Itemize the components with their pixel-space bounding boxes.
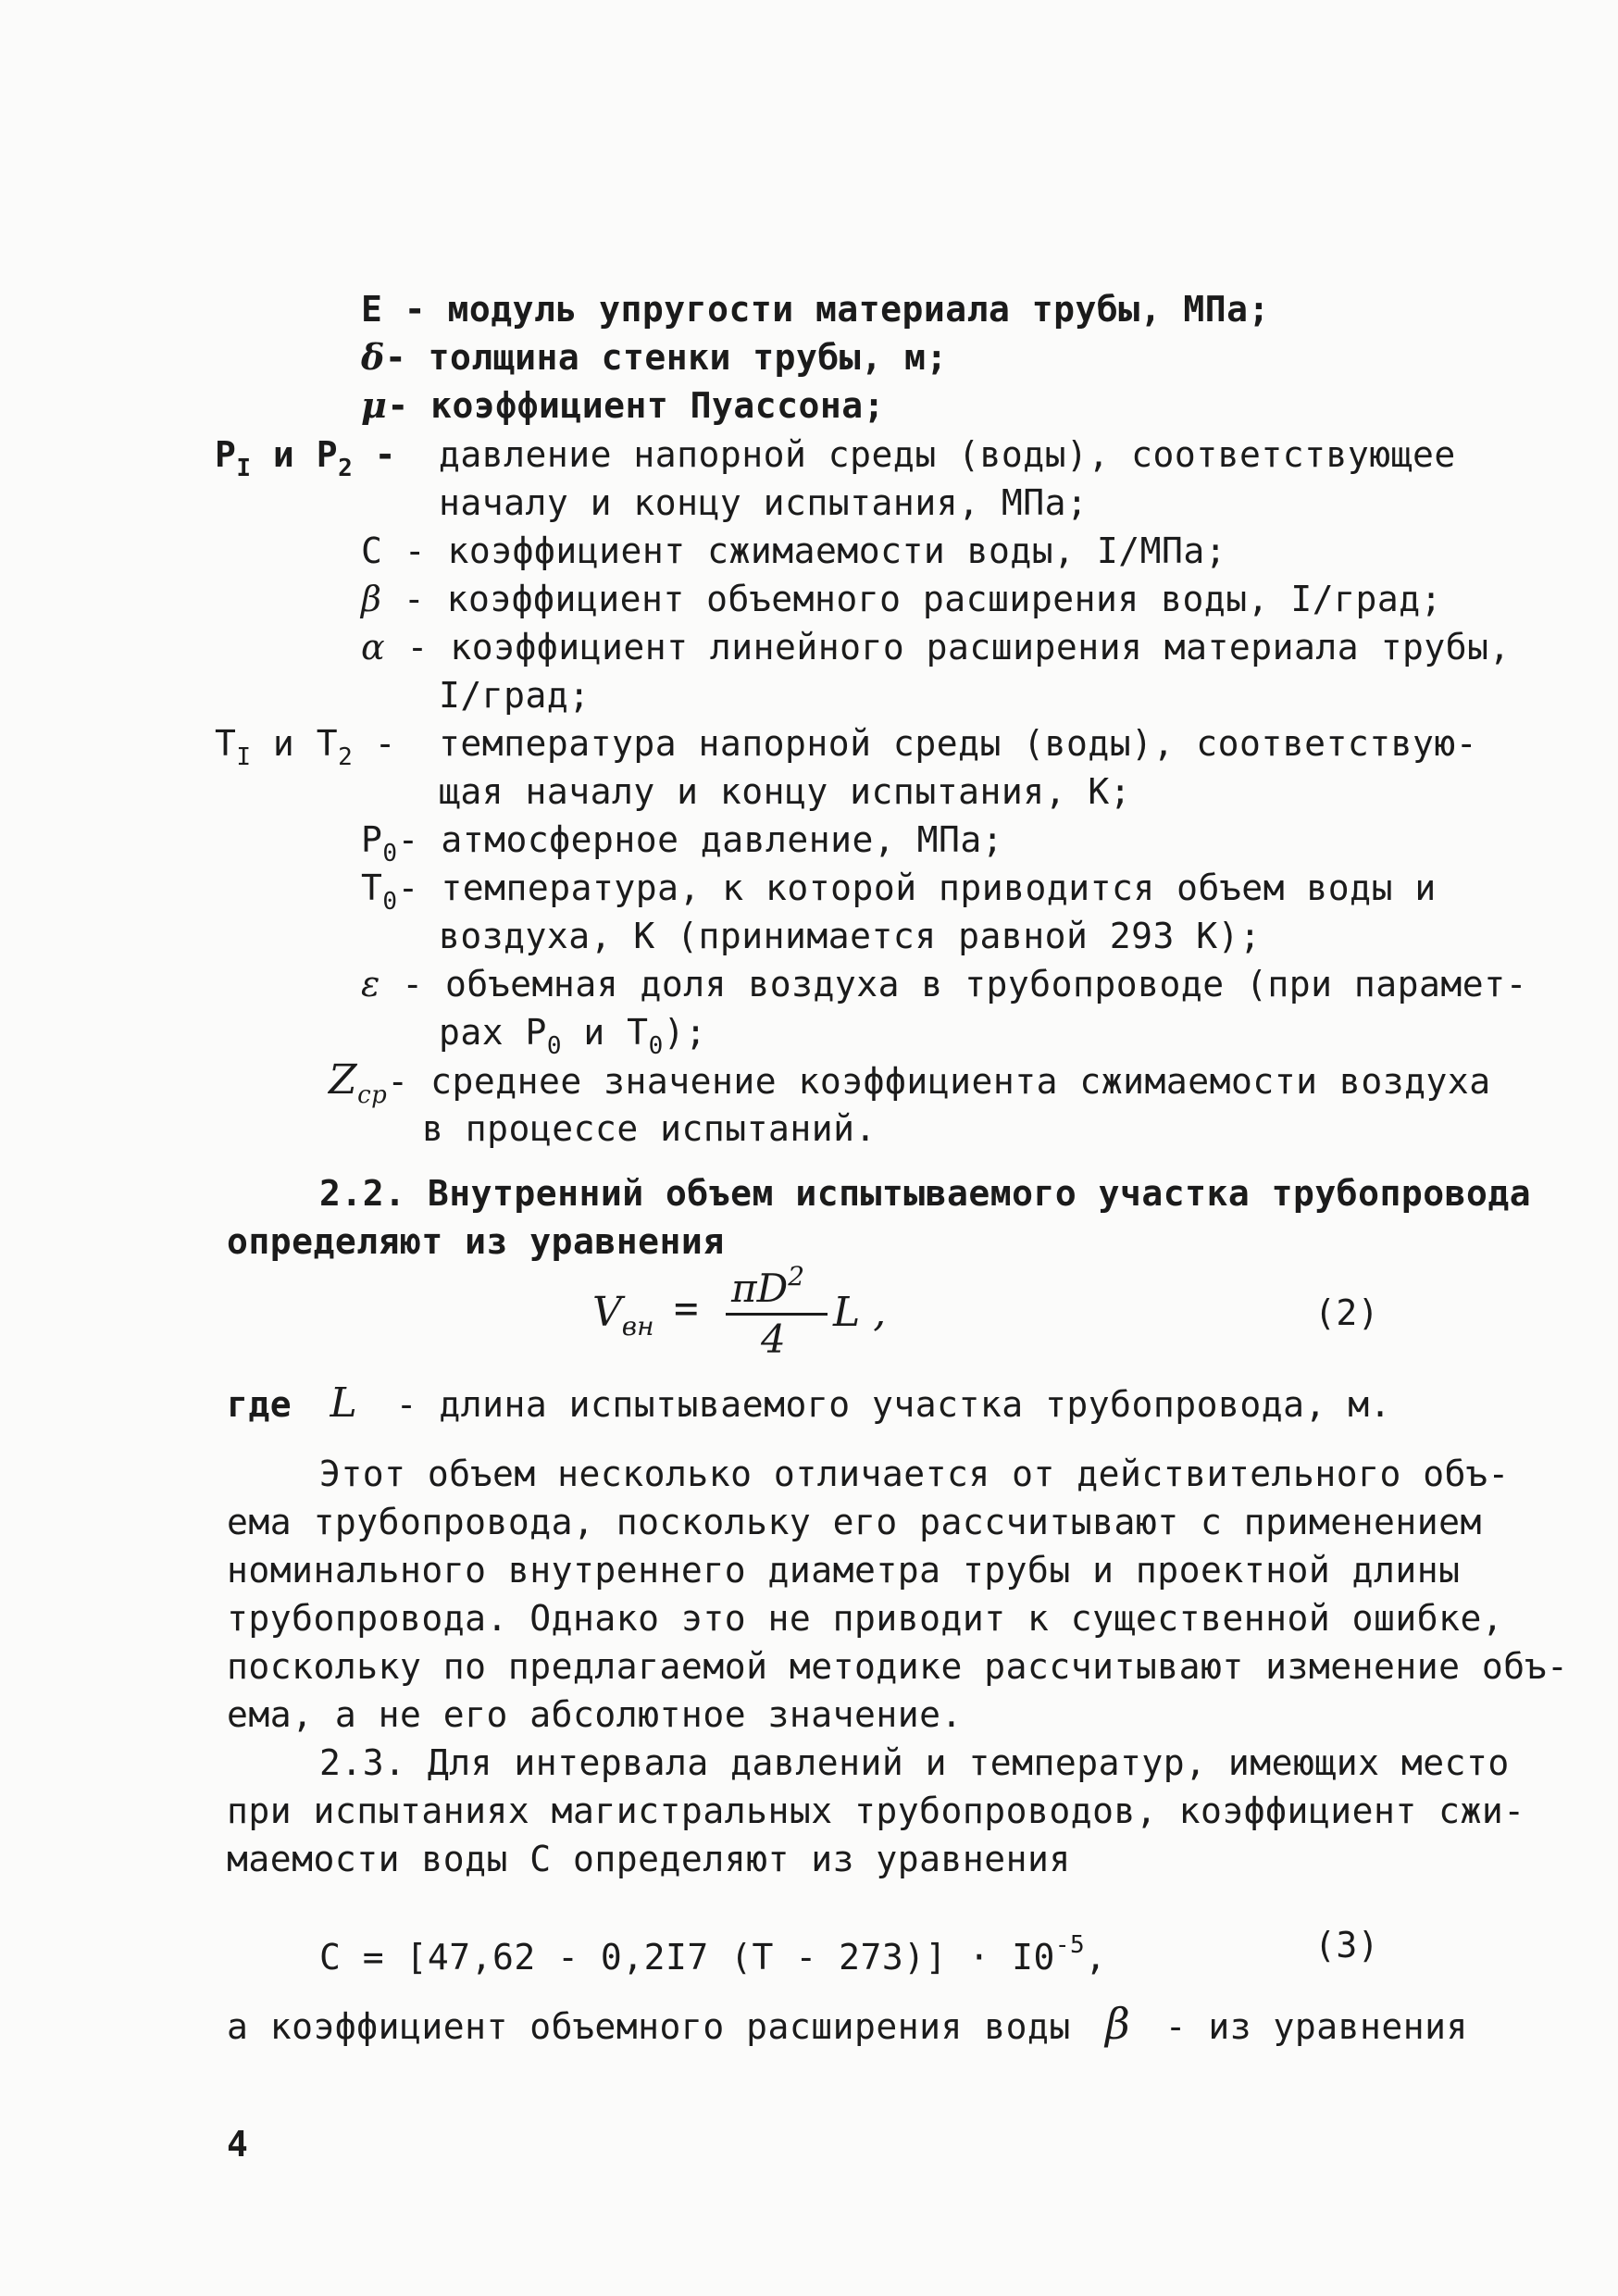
definition-alpha-cont: I/град; (439, 675, 591, 716)
definition-t1-t2: $T_I$ и $T_2$ - (215, 723, 396, 771)
definition-z-avg-cont: в процессе испытаний. (422, 1108, 877, 1149)
definition-c: C - коэффициент сжимаемости воды, I/МПа; (361, 530, 1227, 571)
definition-t0-cont: воздуха, К (принимается равной 293 К); (439, 916, 1262, 956)
page-number: 4 (227, 2124, 249, 2165)
formula-2-lhs: $V_{вн}$ (592, 1289, 654, 1341)
formula-2-fraction-line (726, 1313, 828, 1316)
formula-3: C = [47,62 - 0,2I7 $(T - 273)] \cdot I0^{-5}$, (319, 1931, 1107, 1978)
section-2-3-line3: маемости воды С определяют из уравнения (227, 1839, 1071, 1879)
definition-beta: β - коэффициент объемного расширения воды, I/град; (361, 579, 1442, 619)
definition-delta: δ- толщина стенки трубы, м; (361, 336, 948, 378)
para1-line1: Этот объем несколько отличается от действительного объ- (319, 1454, 1510, 1494)
definition-t1-t2-text: температура напорной среды (воды), соответствую- (439, 723, 1478, 764)
definition-mu: μ- коэффициент Пуассона; (361, 384, 886, 426)
section-2-3-line1: 2.3. Для интервала давлений и температур, имеющих место (319, 1742, 1510, 1783)
definition-epsilon: ε - объемная доля воздуха в трубопроводе (при парамет- (361, 964, 1527, 1004)
definition-z-avg: $Z_{ср}-$ среднее значение коэффициента сжимаемости воздуха (329, 1056, 1491, 1109)
definition-t1-t2-cont: щая началу и концу испытания, К; (439, 771, 1132, 812)
section-2-3-line2: при испытаниях магистральных трубопроводов, коэффициент сжи- (227, 1791, 1525, 1831)
formula-2-numerator: $\pi D^2$ (731, 1261, 805, 1311)
para1-line6: ема, а не его абсолютное значение. (227, 1694, 963, 1735)
para1-line4: трубопровода. Однако это не приводит к существенной ошибке, (227, 1598, 1504, 1639)
section-2-2-line1: 2.2. Внутренний объем испытываемого участка трубопровода (319, 1173, 1532, 1214)
formula-3-number: (3) (1314, 1925, 1380, 1965)
formula-2-tail: L , (833, 1289, 887, 1336)
definition-p1-p2-text: давление напорной среды (воды), соответствующее (439, 434, 1456, 475)
last-line: а коэффициент объемного расширения воды β - из уравнения (227, 1999, 1468, 2049)
section-2-2-line2: определяют из уравнения (227, 1221, 725, 1262)
definition-alpha: α - коэффициент линейного расширения материала трубы, (361, 627, 1511, 668)
definition-p1-p2: $P_I$ и $P_2$ - (215, 434, 396, 482)
formula-2-number: (2) (1314, 1292, 1380, 1333)
para1-line3: номинального внутреннего диаметра трубы и проектной длины (227, 1550, 1461, 1591)
where-line: где L - длина испытываемого участка трубопровода, м. (227, 1379, 1392, 1427)
para1-line5: поскольку по предлагаемой методике рассчитывают изменение объ- (227, 1646, 1569, 1687)
definition-e: E - модуль упругости материала трубы, МПа; (361, 289, 1270, 330)
definition-p0: $P_0-$ атмосферное давление, МПа; (361, 819, 1004, 867)
definition-epsilon-cont: рах $P_0$ и $T_0$); (439, 1012, 707, 1060)
para1-line2: ема трубопровода, поскольку его рассчитывают с применением (227, 1502, 1482, 1542)
definition-t0: $T_0-$ температура, к которой приводится объем воды и (361, 867, 1437, 916)
formula-2-denominator: 4 (761, 1316, 786, 1362)
formula-2-eq: = (674, 1285, 699, 1332)
definition-p1-p2-cont: началу и концу испытания, МПа; (439, 482, 1089, 523)
